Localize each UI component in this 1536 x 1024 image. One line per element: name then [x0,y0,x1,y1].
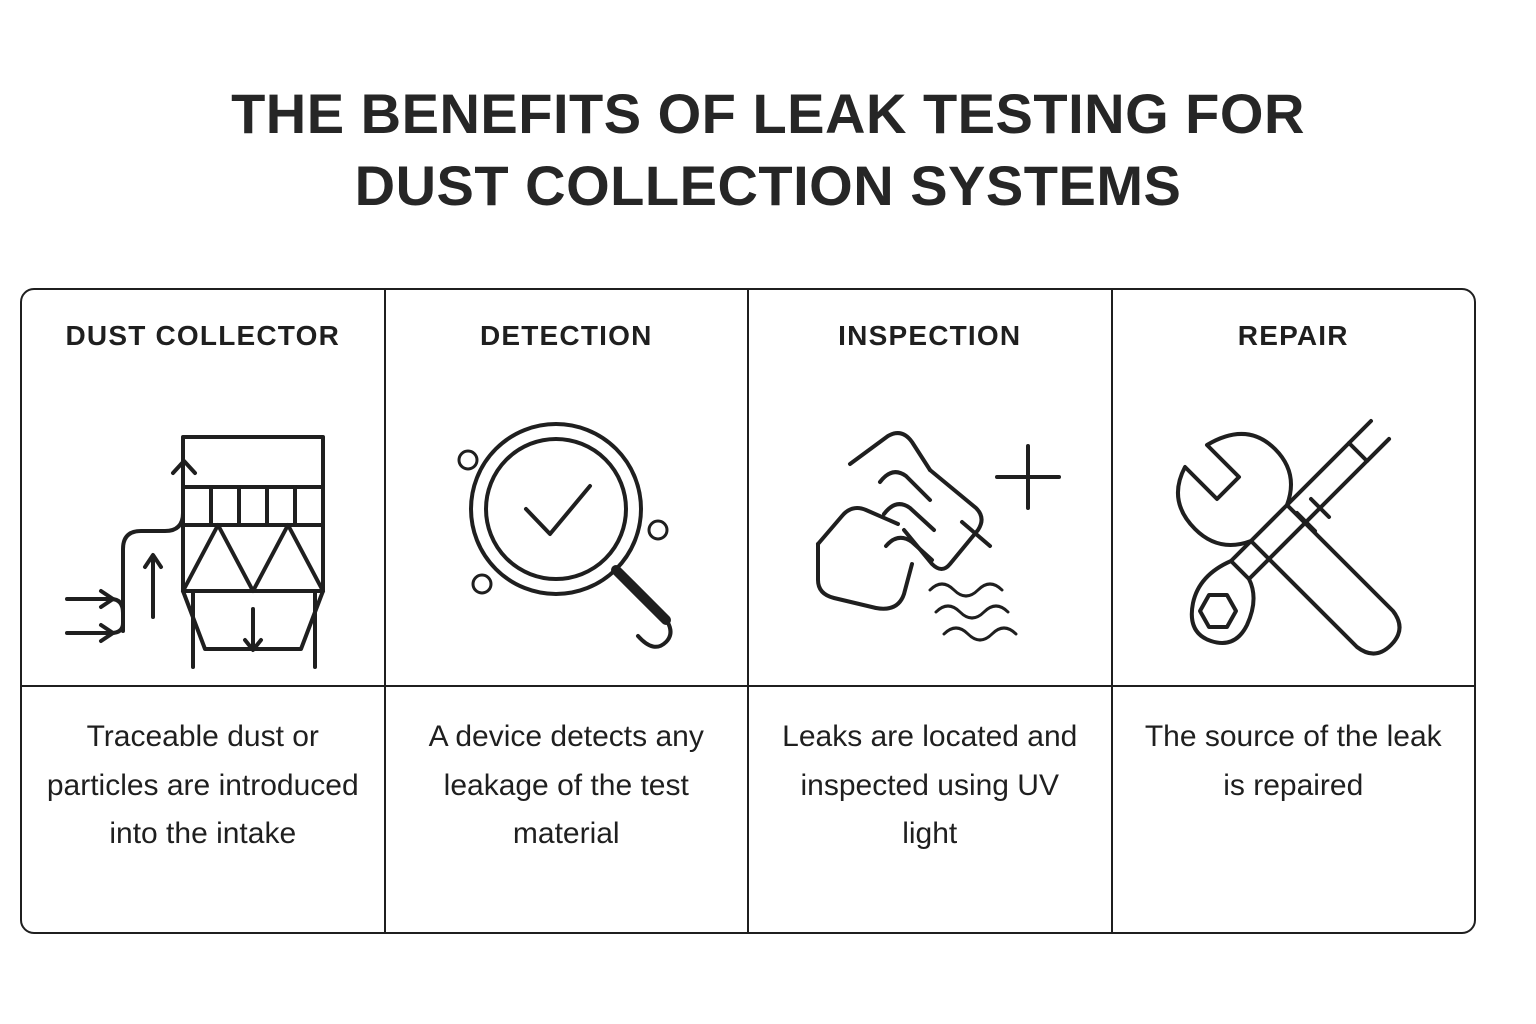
step-column-dust-collector [22,290,386,932]
step-icon-cell [1113,382,1475,687]
page-title-line-1: THE BENEFITS OF LEAK TESTING FOR [231,82,1305,145]
step-column-repair [1113,290,1475,932]
magnifier-check-icon [426,404,706,664]
page-title-line-2: DUST COLLECTION SYSTEMS [354,153,1182,217]
step-caption-cell [749,687,1111,932]
step-caption: The source of the leak is repaired [1144,720,1442,802]
step-caption-cell [386,687,748,932]
step-heading: DETECTION [479,320,653,351]
step-caption-cell [22,687,384,932]
dust-collector-icon [53,399,353,669]
step-icon-cell [22,382,384,687]
hand-uv-lamp-icon [780,404,1080,664]
step-icon-cell [386,382,748,687]
step-column-inspection [749,290,1113,932]
step-icon-cell [749,382,1111,687]
step-caption: Traceable dust or particles are introduced into the intake [46,720,359,851]
step-column-detection [386,290,750,932]
step-heading: REPAIR [1237,320,1349,351]
wrench-screwdriver-icon [1153,409,1433,659]
step-heading: INSPECTION [838,320,1022,351]
step-caption-cell [1113,687,1475,932]
steps-table [20,288,1476,934]
page-title [0,78,1536,221]
step-caption: A device detects any leakage of the test material [428,720,704,851]
step-caption: Leaks are located and inspected using UV light [782,720,1078,851]
step-heading: DUST COLLECTOR [65,320,340,351]
